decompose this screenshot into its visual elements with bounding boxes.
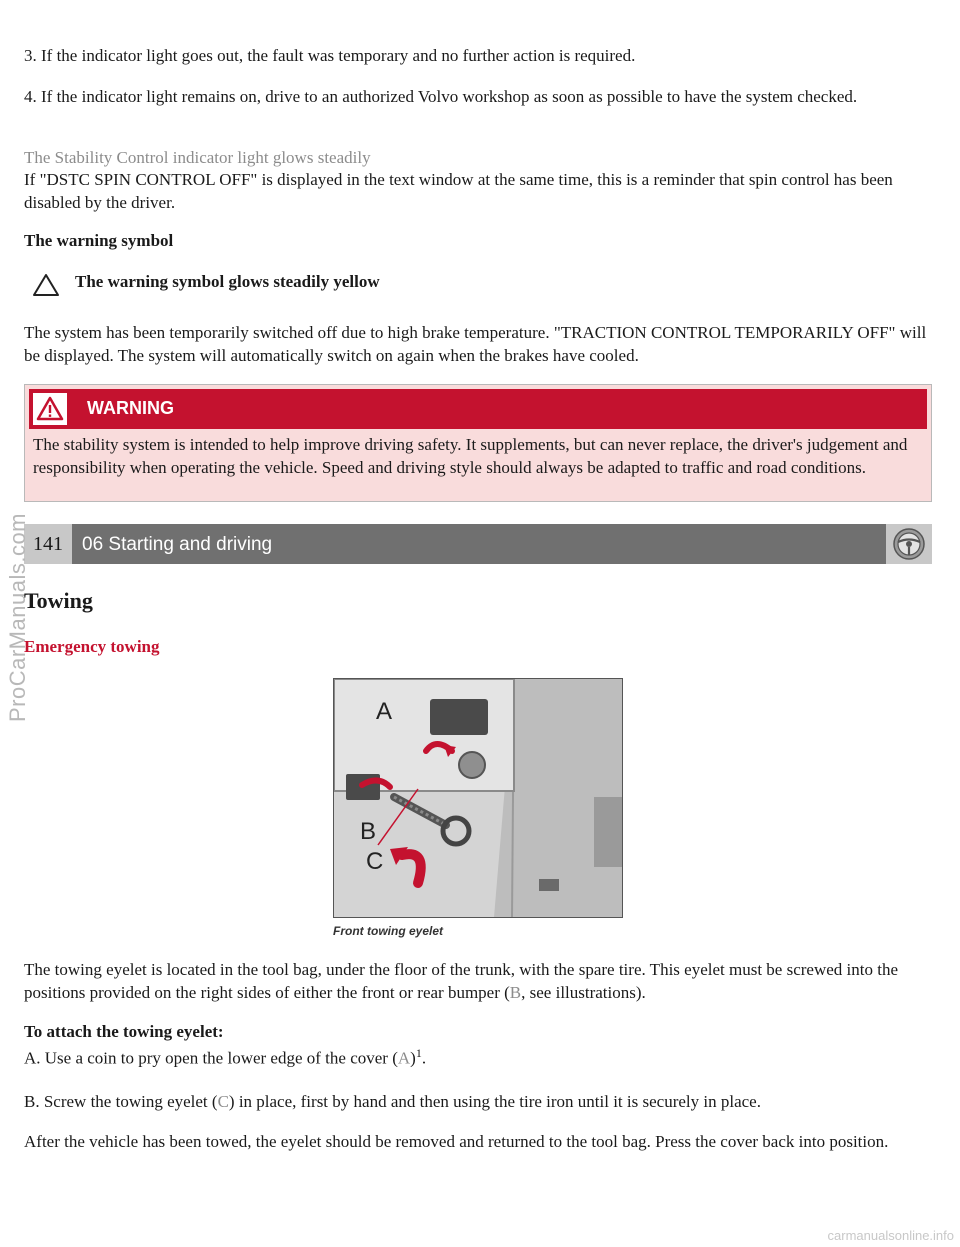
page-number: 141 — [24, 524, 72, 564]
figure-caption: Front towing eyelet — [333, 924, 444, 938]
reference-c: C — [217, 1092, 229, 1111]
chapter-bar — [24, 524, 932, 564]
warning-text: The stability system is intended to help improve driving safety. It supplements, but can never replace, the driver's judgement and responsibility when operating the vehicle. Speed and driving style should always be adapted to traffic and road conditions. — [33, 435, 908, 477]
warning-label: WARNING — [87, 398, 174, 418]
warning-header — [29, 389, 927, 429]
watermark: ProCarManuals.com — [5, 512, 30, 722]
figure-label-c: C — [366, 848, 384, 875]
warning-symbol-heading: The warning symbol — [24, 231, 174, 250]
attach-heading: To attach the towing eyelet: — [24, 1022, 224, 1041]
warning-triangle-icon — [33, 393, 67, 425]
stability-text: If "DSTC SPIN CONTROL OFF" is displayed in the text window at the same time, this is a reminder that spin control has been disabled by the driver. — [24, 170, 893, 212]
step-3-text: 3. If the indicator light goes out, the fault was temporary and no further action is required. — [24, 46, 636, 65]
reference-a: A — [397, 1048, 411, 1068]
figure-label-a: A — [376, 698, 393, 725]
warning-triangle-icon — [32, 273, 60, 303]
figure-label-b: B — [360, 818, 377, 845]
warning-symbol-subheading: The warning symbol glows steadily yellow — [75, 272, 380, 291]
footer-watermark: carmanualsonline.info — [827, 1228, 954, 1243]
reference-b: B — [509, 983, 522, 1002]
towing-eyelet-figure — [333, 678, 623, 918]
footnote-marker: 1 — [415, 1046, 422, 1060]
stability-heading: The Stability Control indicator light glows steadily — [24, 148, 371, 167]
step-b-text: B. Screw the towing eyelet (C) in place, first by hand and then using the tire iron until it is securely in place. — [24, 1092, 761, 1111]
towing-intro: The towing eyelet is located in the tool bag, under the floor of the trunk, with the spare tire. This eyelet must be screwed into the positions provided on the right sides of either the front or rear bumper (B, see illustrations). — [24, 960, 898, 1002]
closing-text: After the vehicle has been towed, the eyelet should be removed and returned to the tool bag. Press the cover back into position. — [24, 1132, 889, 1151]
warning-box — [24, 384, 932, 502]
step-a-text: A. Use a coin to pry open the lower edge of the cover $(A)^1$. — [24, 1046, 427, 1068]
towing-title: Towing — [24, 588, 93, 613]
chapter-title: 06 Starting and driving — [82, 534, 273, 555]
warning-symbol-text: The system has been temporarily switched off due to high brake temperature. "TRACTION CONTROL TEMPORARILY OFF" will be displayed. The system will automatically switch on again when the brakes have cooled. — [24, 323, 927, 365]
emergency-towing-subtitle: Emergency towing — [24, 637, 160, 656]
steering-wheel-icon — [886, 524, 932, 564]
step-4-text: 4. If the indicator light remains on, drive to an authorized Volvo workshop as soon as possible to have the system checked. — [24, 87, 858, 106]
